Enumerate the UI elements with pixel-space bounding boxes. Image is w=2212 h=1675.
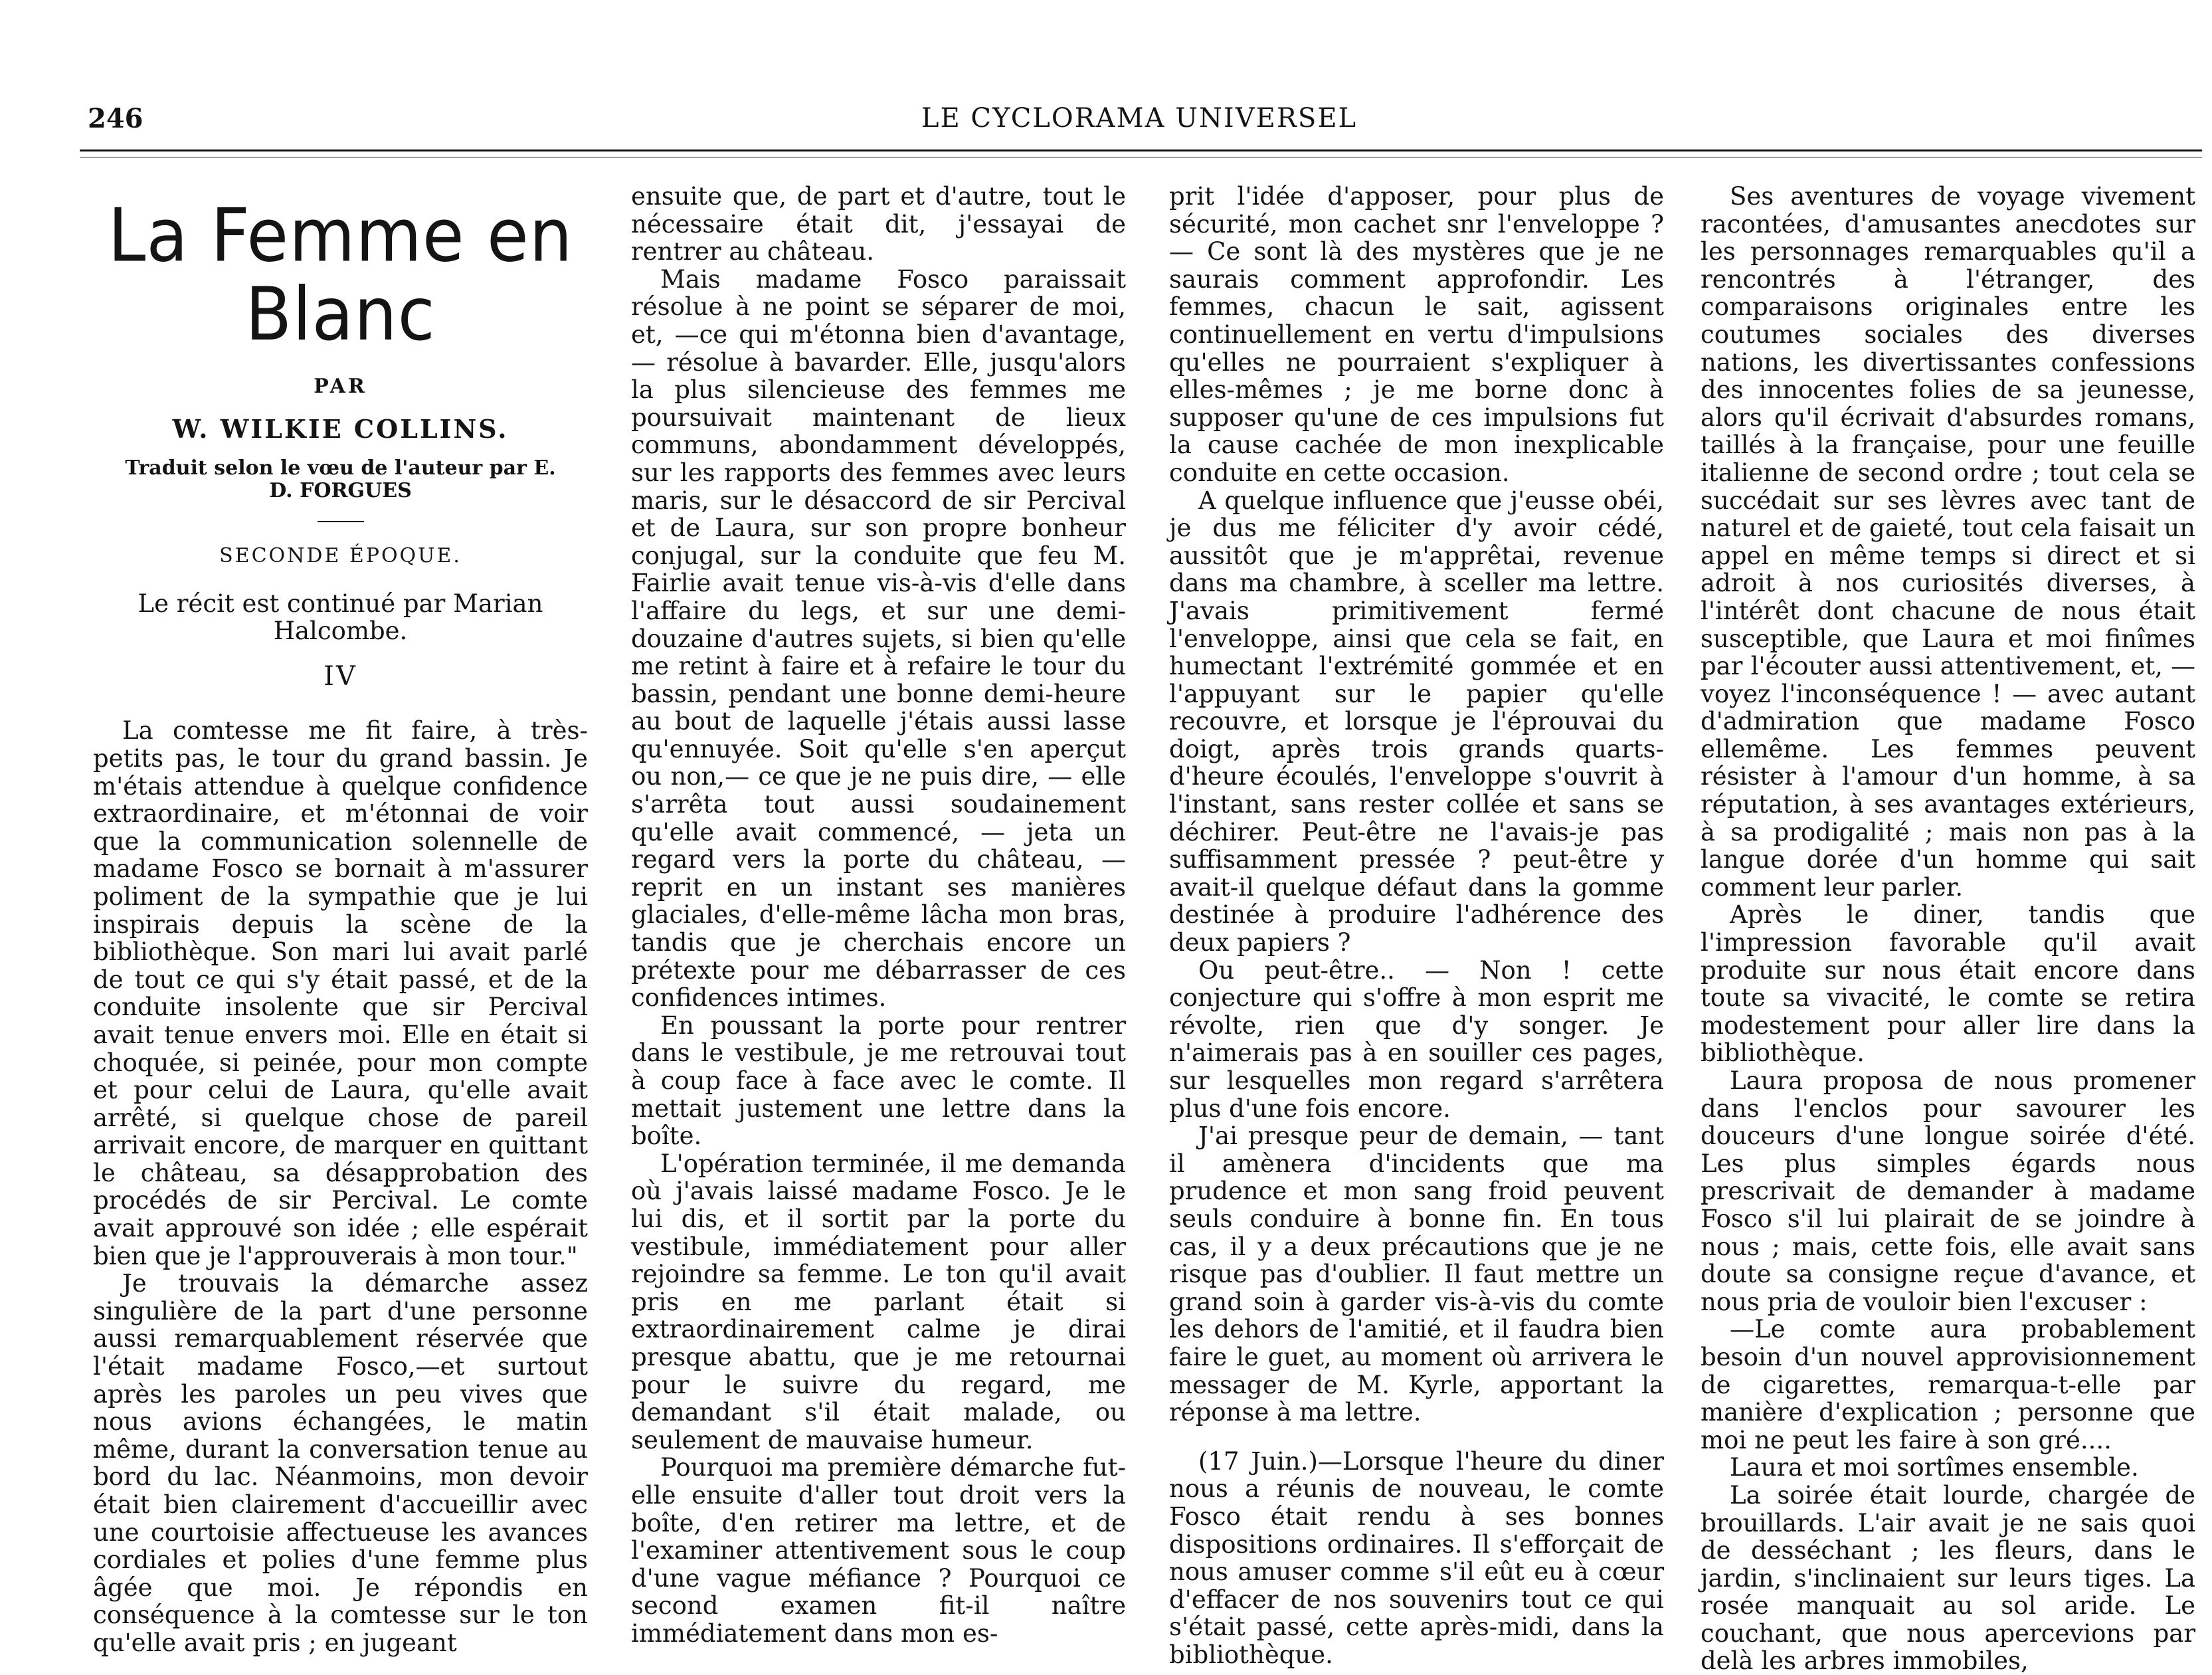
paragraph: Ou peut-être.. — Non ! cette conjecture qui s'offre à mon esprit me révolte, rien que d'y songer. Je n'aimerais pas à en souiller ces pages, sur lesquelles mon regard s'arrêtera plus d'une fois encore. bbox=[1169, 955, 1664, 1123]
section-gap bbox=[1169, 1427, 1664, 1448]
paragraph: Laura proposa de nous promener dans l'enclos pour savourer les douceurs d'une longue soirée d'été. Les plus simples égards nous prescrivait de demander à madame Fosco s'il lui plairait de se joindre à nous ; mais, cette fois, elle avait sans doute sa consigne reçue d'avance, et nous pria de vouloir bien l'excuser : bbox=[1701, 1066, 2195, 1316]
byline-par: PAR bbox=[314, 375, 367, 398]
column-3 bbox=[1169, 183, 1664, 1668]
paragraph: La comtesse me fit faire, à très-petits pas, le tour du grand bassin. Je m'étais attendue à quelque confidence extraordinaire, et m'étonnai de voir que la communication solennelle de madame Fosco se bornait à m'assurer poliment de la sympathie que je lui inspirais depuis la scène de la bibliothèque. Son mari lui avait parlé de tout ce qui s'y était passé, et de la conduite insolente que sir Percival avait tenue envers moi. Elle en était si choquée, si peinée, pour mon compte et pour celui de Laura, qu'elle avait arrêté, si quelque chose de pareil arrivait encore, de marquer en quittant le château, sa désapprobation des procédés de sir Percival. Le comte avait approuvé son idée ; elle espérait bien que je l'approuverais à mon tour." bbox=[93, 716, 588, 1270]
paragraph: —Le comte aura probablement besoin d'un nouvel approvisionnement de cigarettes, remarqua-t-elle par manière d'explication ; personne que moi ne peut les faire à son gré.... bbox=[1701, 1315, 2195, 1454]
paragraph: (17 Juin.)—Lorsque l'heure du diner nous a réunis de nouveau, le comte Fosco était rendu à ses bonnes dispositions ordinaires. Il s'efforçait de nous amuser comme s'il eût eu à cœur d'effacer de nos souvenirs tout ce qui s'était passé, cette après-midi, dans la bibliothèque. bbox=[1169, 1446, 1664, 1669]
short-rule bbox=[318, 521, 364, 522]
header-rule-thick bbox=[80, 149, 2202, 151]
journal-title: LE CYCLORAMA UNIVERSEL bbox=[921, 103, 1358, 134]
paragraph: Après le diner, tandis que l'impression favorable qu'il avait produite sur nous était encore dans toute sa vivacité, le comte se retira modestement pour aller lire dans la bibliothèque. bbox=[1701, 900, 2195, 1068]
paragraph: Laura et moi sortîmes ensemble. bbox=[1730, 1453, 2139, 1482]
paragraph: ensuite que, de part et d'autre, tout le nécessaire était dit, j'essayai de rentrer au château. bbox=[631, 182, 1126, 266]
paragraph: A quelque influence que j'eusse obéi, je dus me féliciter d'y avoir cédé, aussitôt que je m'apprêtai, revenue dans ma chambre, à sceller ma lettre. J'avais primitivement fermé l'enveloppe, ainsi que cela se fait, en humectant l'extrémité gommée et en l'appuyant sur le papier qu'elle recouvre, et lorsque je l'éprouvai du doigt, après trois grands quarts-d'heure écoulés, l'enveloppe s'ouvrit à l'instant, sans rester collée et sans se déchirer. Peut-être ne l'avais-je pas suffisamment pressée ? peut-être y avait-il quelque défaut dans la gomme destinée à produire l'adhérence des deux papiers ? bbox=[1169, 486, 1664, 957]
paragraph: Pourquoi ma première démarche fut-elle ensuite d'aller tout droit vers la boîte, d'en retirer ma lettre, et de l'examiner attentivement sous le coup d'une vague méfiance ? Pourquoi ce second examen fit-il naître immédiatement dans mon es- bbox=[631, 1453, 1126, 1648]
column-2 bbox=[631, 183, 1126, 1647]
page-number: 246 bbox=[88, 103, 143, 134]
paragraph: Ses aventures de voyage vivement racontées, d'amusantes anecdotes sur les personnages remarquables qu'il a rencontrés à l'étranger, des comparaisons originales entre les coutumes sociales des diverses nations, les divertissantes confessions des innocentes folies de sa jeunesse, alors qu'il écrivait d'absurdes romans, taillés à la française, pour une feuille italienne de second ordre ; tout cela se succédait sur ses lèvres avec tant de naturel et de gaieté, tout cela faisait un appel en même temps si direct et si adroit à nos curiosités diverses, à l'intérêt dont chacune de nous était susceptible, que Laura et moi finîmes par l'écouter aussi attentivement, et, — voyez l'inconséquence ! — avec autant d'admiration que madame Fosco ellemême. Les femmes peuvent résister à l'amour d'un homme, à sa réputation, à ses avantages extérieurs, à sa prodigalité ; mais non pas à la langue dorée d'un homme qui sait comment leur parler. bbox=[1701, 182, 2195, 902]
paragraph: prit l'idée d'apposer, pour plus de sécurité, mon cachet snr l'enveloppe ? — Ce sont là des mystères que je ne saurais comment approfondir. Les femmes, chacun le sait, agissent continuellement en vertu d'impulsions qu'elles ne pourraient s'expliquer à elles-mêmes ; je me borne donc à supposer qu'une de ces impulsions fut la cause cachée de mon inexplicable conduite en cette occasion. bbox=[1169, 182, 1664, 487]
paragraph: L'opération terminée, il me demanda où j'avais laissé madame Fosco. Je le lui dis, et il sortit par la porte du vestibule, immédiatement pour aller rejoindre sa femme. Le ton qu'il avait pris en me parlant était si extraordinairement calme je dirai presque abattu, que je me retournai pour le suivre du regard, me demandant s'il était malade, ou seulement de mauvaise humeur. bbox=[631, 1149, 1126, 1454]
paragraph: En poussant la porte pour rentrer dans le vestibule, je me retrouvai tout à coup face à face avec le comte. Il mettait justement une lettre dans la boîte. bbox=[631, 1011, 1126, 1151]
column-1 bbox=[93, 183, 588, 1657]
paragraph: Mais madame Fosco paraissait résolue à ne point se séparer de moi, et, —ce qui m'étonna bien d'avantage, — résolue à bavarder. Elle, jusqu'alors la plus silencieuse des femmes me poursuivait maintenant de lieux communs, abondamment développés, sur les rapports des femmes avec leurs maris, sur le désaccord de sir Percival et de Laura, sur son propre bonheur conjugal, sur la conduite que feu M. Fairlie avait tenue vis-à-vis d'elle dans l'affaire du legs, et sur une demi-douzaine d'autres sujets, si bien qu'elle me retint à faire et à refaire le tour du bassin, pendant une bonne demi-heure au bout de laquelle j'étais aussi lasse qu'ennuyée. Soit qu'elle s'en aperçut ou non,— ce que je ne puis dire, — elle s'arrêta tout aussi soudainement qu'elle avait commencé, — jeta un regard vers la porte du château, — reprit en un instant ses manières glaciales, d'elle-même lâcha mon bras, tandis que je cherchais encore un prétexte pour me débarrasser de ces confidences intimes. bbox=[631, 264, 1126, 1013]
narration-note: Le récit est continué par Marian Halcombe. bbox=[138, 589, 543, 645]
column-4 bbox=[1701, 183, 2195, 1675]
author-name: W. WILKIE COLLINS. bbox=[172, 413, 509, 444]
running-head bbox=[80, 103, 2199, 149]
story-title: La Femme en Blanc bbox=[108, 193, 573, 358]
epoch-heading: SECONDE ÉPOQUE. bbox=[219, 544, 462, 568]
paragraph: J'ai presque peur de demain, — tant il amènera d'incidents que ma prudence et mon sang froid peuvent seuls conduire à bonne fin. En tous cas, il y a deux précautions que je ne risque pas d'oublier. Il faut mettre un grand soin à garder vis-à-vis du comte les dehors de l'amitié, et il faudra bien faire le guet, au moment où arrivera le messager de M. Kyrle, apportant la réponse à ma lettre. bbox=[1169, 1122, 1664, 1427]
paragraph: Je trouvais la démarche assez singulière de la part d'une personne aussi remarquablement réservée que l'était madame Fosco,—et surtout après les paroles un peu vives que nous avions échangées, le matin même, durant la conversation tenue au bord du lac. Néanmoins, mon devoir était bien clairement d'accueillir avec une courtoisie affectueuse les avances cordiales et polies d'une femme plus âgée que moi. Je répondis en conséquence à la comtesse sur le ton qu'elle avait pris ; en jugeant bbox=[93, 1269, 588, 1657]
chapter-number: IV bbox=[323, 660, 357, 692]
translator-credit: Traduit selon le vœu de l'auteur par E. D. FORGUES bbox=[125, 456, 556, 503]
paragraph: La soirée était lourde, chargée de brouillards. L'air avait je ne sais quoi de desséchant ; les fleurs, dans le jardin, s'inclinaient sur leurs tiges. La rosée manquait au sol aride. Le couchant, que nous apercevions par delà les arbres immobiles, bbox=[1701, 1480, 2195, 1675]
